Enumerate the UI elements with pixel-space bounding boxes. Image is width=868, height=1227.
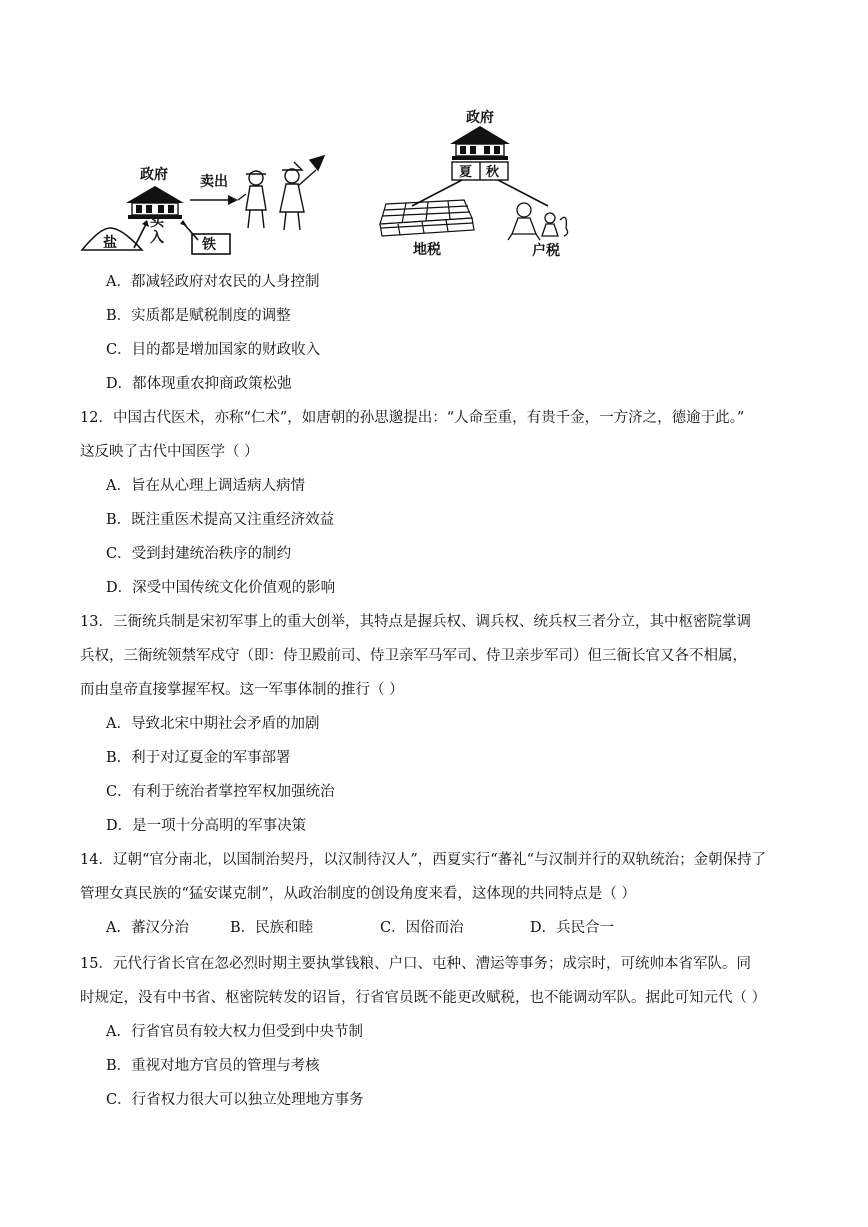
salt-label: 盐 <box>103 235 117 251</box>
q13-stem-line1: 13．三衙统兵制是宋初军事上的重大创举，其特点是握兵权、调兵权、统兵权三者分立，其中枢密院掌调 <box>80 614 751 630</box>
autumn-label: 秋 <box>486 165 500 180</box>
q14-stem-line1: 14．辽朝“官分南北，以国制治契丹，以汉制待汉人”，西夏实行“蕃礼“与汉制并行的双轨统治；金朝保持了 <box>80 852 767 868</box>
government-label-right: 政府 <box>466 110 494 126</box>
q15-stem-line2: 时规定，没有中书省、枢密院转发的诏旨，行省官员既不能更改赋税，也不能调动军队。据此可知元代（ ） <box>80 990 767 1006</box>
government-building-icon <box>450 126 510 160</box>
q13-option-c: C．有利于统治者掌控军权加强统治 <box>106 784 335 800</box>
q11-option-d: D．都体现重农抑商政策松弛 <box>106 376 292 392</box>
q14-option-c: C．因俗而治 <box>380 920 464 936</box>
q15-stem-line1: 15．元代行省长官在忽必烈时期主要执掌钱粮、户口、屯种、漕运等事务；成宗时，可统帅本省军队。同 <box>80 956 751 972</box>
q14-stem-line2: 管理女真民族的“猛安谋克制”，从政治制度的创设角度来看，这体现的共同特点是（ ） <box>80 886 636 902</box>
q14-option-d: D．兵民合一 <box>530 920 615 936</box>
question-11-figures <box>80 100 600 260</box>
q13-stem-line3: 而由皇帝直接掌握军权。这一军事体制的推行（ ） <box>80 682 404 698</box>
buy-label-1: 买 <box>150 214 164 230</box>
q11-option-b: B．实质都是赋税制度的调整 <box>106 308 291 324</box>
q12-option-c: C．受到封建统治秩序的制约 <box>106 546 292 562</box>
q15-option-a: A．行省官员有较大权力但受到中央节制 <box>106 1024 363 1040</box>
two-tax-figure <box>380 109 568 259</box>
q14-option-a: A．蕃汉分治 <box>106 920 189 936</box>
household-tax-label: 户税 <box>532 243 560 259</box>
government-label-left: 政府 <box>140 167 168 183</box>
q11-option-a: A．都减轻政府对农民的人身控制 <box>106 274 320 290</box>
q11-option-c: C．目的都是增加国家的财政收入 <box>106 342 321 358</box>
q12-stem-line2: 这反映了古代中国医学（ ） <box>80 444 259 460</box>
q13-option-b: B．利于对辽夏金的军事部署 <box>106 750 291 766</box>
q15-option-b: B．重视对地方官员的管理与考核 <box>106 1058 320 1074</box>
iron-label: 铁 <box>202 237 216 253</box>
merchants-icon <box>238 156 324 230</box>
q13-stem-line2: 兵权，三衙统领禁军戍守（即：侍卫殿前司、侍卫亲军马军司、侍卫亲步军司）但三衙长官又各不相属， <box>80 648 747 664</box>
household-icon <box>508 203 568 240</box>
q15-option-c: C．行省权力很大可以独立处理地方事务 <box>106 1092 364 1108</box>
q13-option-d: D．是一项十分高明的军事决策 <box>106 818 307 834</box>
salt-iron-monopoly-figure <box>82 156 324 254</box>
q14-option-b: B．民族和睦 <box>230 920 314 936</box>
summer-label: 夏 <box>459 165 473 180</box>
q12-option-d: D．深受中国传统文化价值观的影响 <box>106 580 336 596</box>
buy-label-2: 入 <box>150 230 164 246</box>
q13-option-a: A．导致北宋中期社会矛盾的加剧 <box>106 716 320 732</box>
q12-option-b: B．既注重医术提高又注重经济效益 <box>106 512 335 528</box>
q14-options-row <box>106 918 614 938</box>
farmland-icon <box>380 200 474 236</box>
sell-label: 卖出 <box>200 174 228 190</box>
q12-stem-line1: 12．中国古代医术，亦称“仁术”，如唐朝的孙思邈提出：“人命至重，有贵千金，一方济之，德逾于此。” <box>80 410 745 426</box>
land-tax-label: 地税 <box>413 242 441 258</box>
q12-option-a: A．旨在从心理上调适病人病情 <box>106 478 305 494</box>
